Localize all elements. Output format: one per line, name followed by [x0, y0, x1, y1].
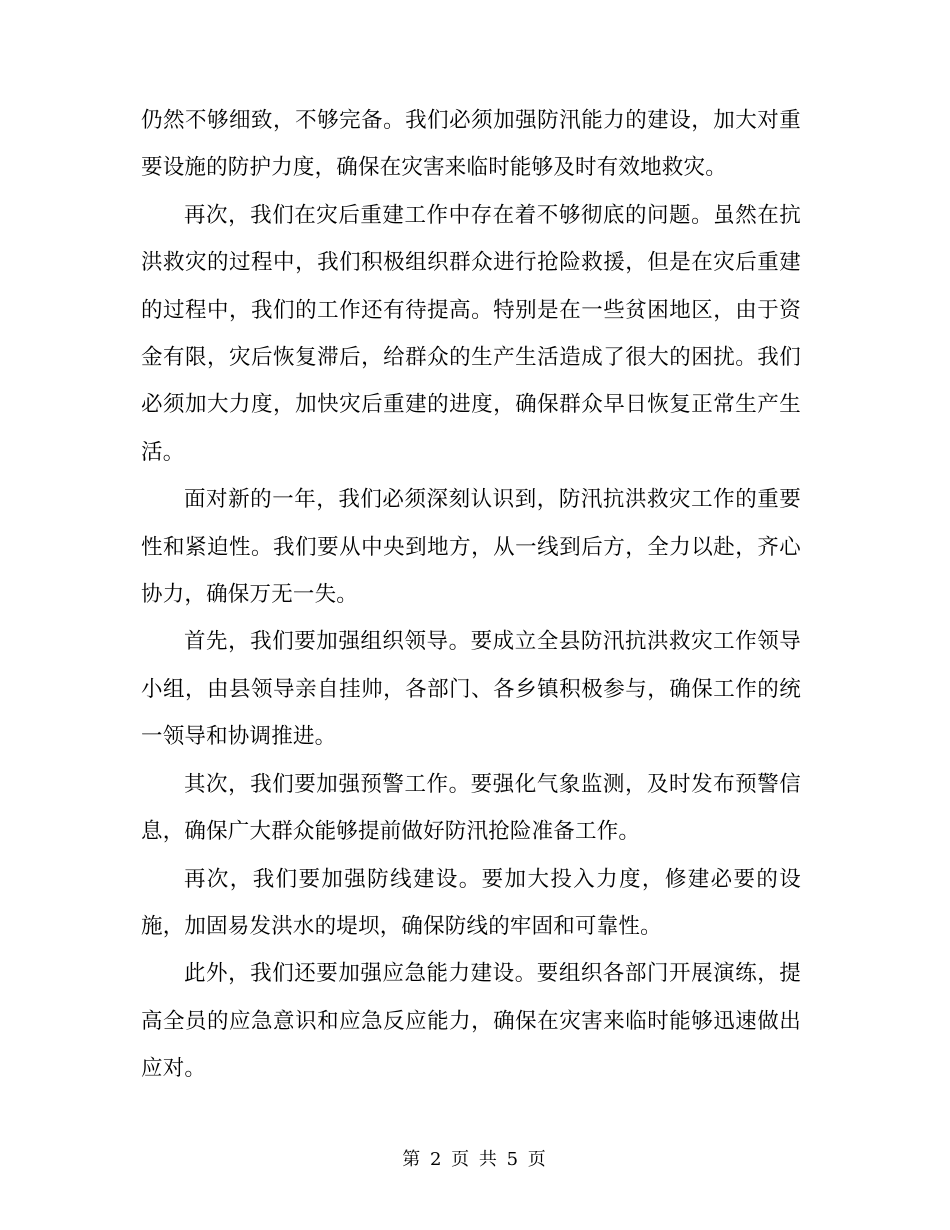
paragraph-5: 其次，我们要加强预警工作。要强化气象监测，及时发布预警信息，确保广大群众能够提前做好防汛抢险准备工作。	[141, 771, 801, 845]
paragraph-7: 此外，我们还要加强应急能力建设。要组织各部门开展演练，提高全员的应急意识和应急反应能力，确保在灾害来临时能够迅速做出应对。	[141, 961, 801, 1082]
paragraph-1: 仍然不够细致，不够完备。我们必须加强防汛能力的建设，加大对重要设施的防护力度，确保在灾害来临时能够及时有效地救灾。	[141, 108, 801, 181]
paragraph-3: 面对新的一年，我们必须深刻认识到，防汛抗洪救灾工作的重要性和紧迫性。我们要从中央到地方，从一线到后方，全力以赴，齐心协力，确保万无一失。	[141, 487, 801, 608]
document-body	[141, 97, 801, 1093]
paragraph-4: 首先，我们要加强组织领导。要成立全县防汛抗洪救灾工作领导小组，由县领导亲自挂帅，各部门、各乡镇积极参与，确保工作的统一领导和协调推进。	[141, 629, 801, 750]
paragraph-6: 再次，我们要加强防线建设。要加大投入力度，修建必要的设施，加固易发洪水的堤坝，确保防线的牢固和可靠性。	[141, 866, 801, 939]
paragraph-2: 再次，我们在灾后重建工作中存在着不够彻底的问题。虽然在抗洪救灾的过程中，我们积极组织群众进行抢险救援，但是在灾后重建的过程中，我们的工作还有待提高。特别是在一些贫困地区，由于资金有限，灾后恢复滞后，给群众的生产生活造成了很大的困扰。我们必须加大力度，加快灾后重建的进度，确保群众早日恢复正常生产生活。	[141, 202, 801, 465]
page-number-footer: 第 2 页 共 5 页	[402, 1149, 548, 1170]
